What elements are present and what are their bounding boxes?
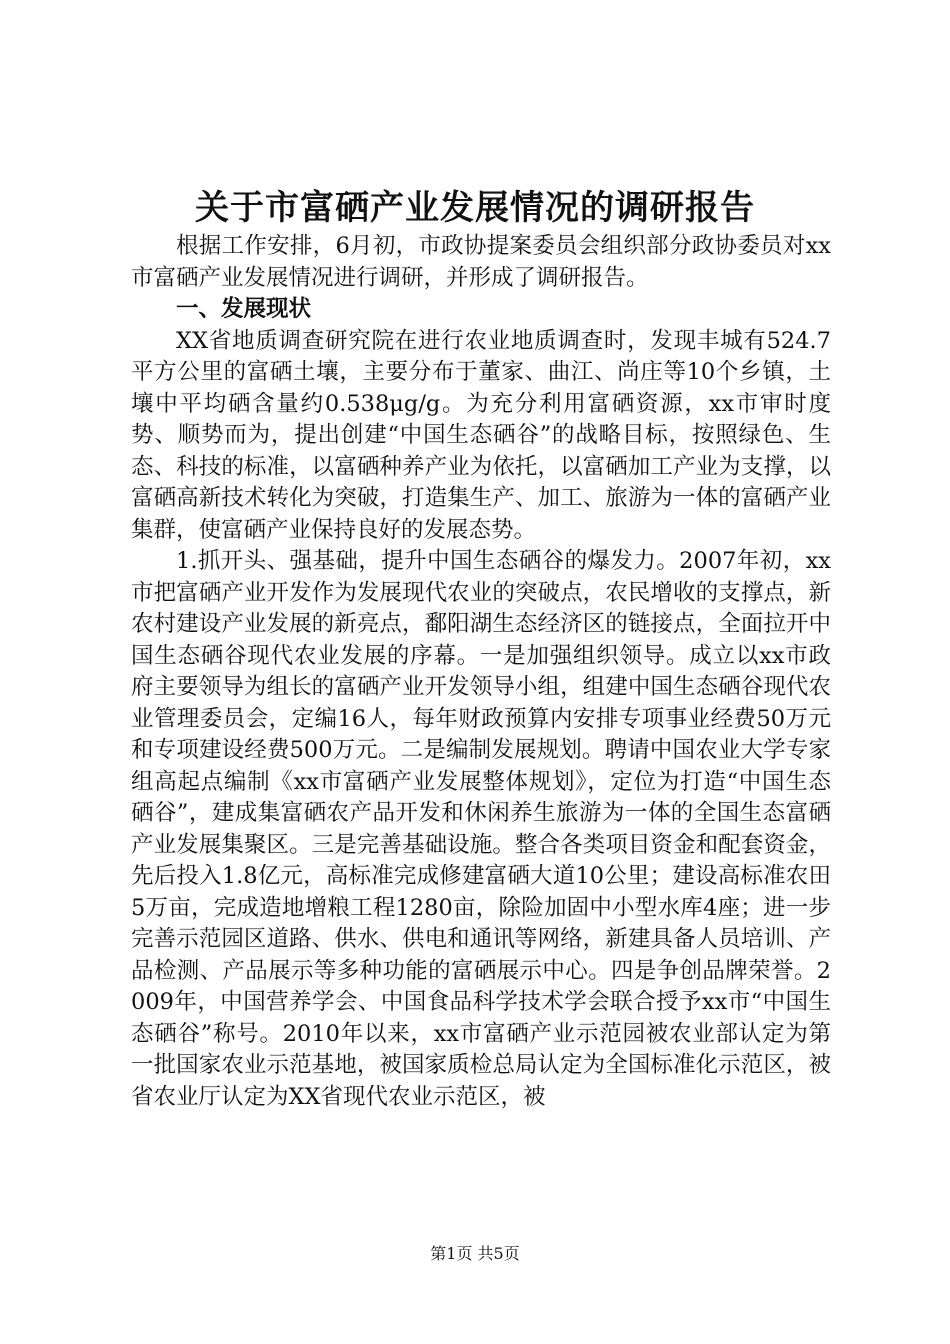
section-heading: 一、发展现状 [176, 296, 312, 322]
document-title: 关于市富硒产业发展情况的调研报告 [195, 188, 755, 228]
body-paragraph-2: 1.抓开头、强基础，提升中国生态硒谷的爆发力。2007年初，xx市把富硒产业开发作为发展现代农业的突破点，农民增收的支撑点，新农村建设产业发展的新亮点，鄱阳湖生态经济区的链接点，全面拉开中国生态硒谷现代农业发展的序幕。一是加强组织领导。成立以xx市政府主要领导为组长的富硒产业开发领导小组，组建中国生态硒谷现代农业管理委员会，定编16人，每年财政预算内安排专项事业经费50万元和专项建设经费500万元。二是编制发展规划。聘请中国农业大学专家组高起点编制《xx市富硒产业发展整体规划》，定位为打造“中国生态硒谷”，建成集富硒农产品开发和休闲养生旅游为一体的全国生态富硒产业发展集聚区。三是完善基础设施。整合各类项目资金和配套资金，先后投入1.8亿元，高标准完成修建富硒大道10公里；建设高标准农田5万亩，完成造地增粮工程1280亩，除险加固中小型水库4座；进一步完善示范园区道路、供水、供电和通讯等网络，新建具备人员培训、产品检测、产品展示等多种功能的富硒展示中心。四是争创品牌荣誉。2009年，中国营养学会、中国食品科学技术学会联合授予xx市“中国生态硒谷”称号。2010年以来，xx市富硒产业示范园被农业部认定为第一批国家农业示范基地，被国家质检总局认定为全国标准化示范区，被省农业厅认定为XX省现代农业示范区，被 [131, 548, 831, 1110]
document-body [131, 231, 831, 1113]
intro-paragraph: 根据工作安排，6月初，市政协提案委员会组织部分政协委员对xx市富硒产业发展情况进行调研，并形成了调研报告。 [131, 233, 831, 291]
body-paragraph-1: XX省地质调查研究院在进行农业地质调查时，发现丰城有524.7平方公里的富硒土壤，主要分布于董家、曲江、尚庄等10个乡镇，土壤中平均硒含量约0.538μg/g。为充分利用富硒资源，xx市审时度势、顺势而为，提出创建“中国生态硒谷”的战略目标，按照绿色、生态、科技的标准，以富硒种养产业为依托，以富硒加工产业为支撑，以富硒高新技术转化为突破，打造集生产、加工、旅游为一体的富硒产业集群，使富硒产业保持良好的发展态势。 [131, 327, 831, 543]
page-footer: 第1页 共5页 [430, 1244, 520, 1263]
